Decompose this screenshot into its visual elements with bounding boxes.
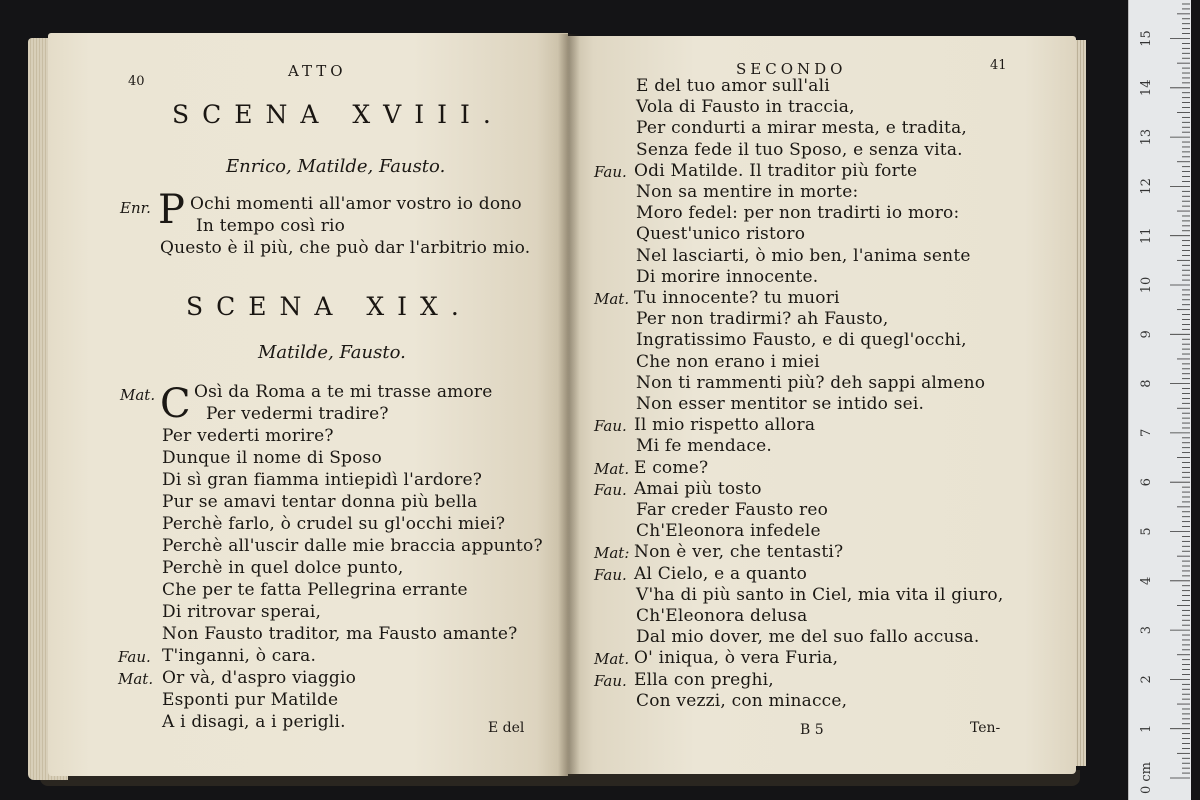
verse-line: Il mio rispetto allora	[634, 415, 816, 436]
verse-line: T'inganni, ò cara.	[162, 646, 317, 666]
speaker-label: Enr.	[120, 199, 151, 217]
speaker-label: Fau.	[594, 565, 627, 584]
verse-line: Di morire innocente.	[636, 266, 819, 287]
verse-line: Perchè farlo, ò crudel su gl'occhi miei?	[162, 514, 506, 534]
verse-line: Che non erano i miei	[636, 351, 820, 372]
verse-line: Or và, d'aspro viaggio	[162, 668, 357, 688]
ruler-label: 5	[1139, 527, 1154, 536]
left-running-head: ATTO	[288, 62, 347, 80]
ruler-label: 12	[1139, 178, 1154, 195]
verse-line: V'ha di più santo in Ciel, mia vita il giuro,	[636, 584, 1004, 605]
scene-xix-characters: Matilde, Fausto.	[258, 342, 406, 363]
right-running-head: SECONDO	[736, 60, 847, 78]
verse-line: Per vedermi tradire?	[206, 404, 389, 424]
verse-line: Quest'unico ristoro	[636, 224, 806, 245]
verse-line: Con vezzi, con minacce,	[636, 690, 848, 711]
verse-line: Far creder Fausto reo	[636, 500, 829, 520]
speaker-label: Mat.	[594, 459, 630, 478]
verse-line: Ingratissimo Fausto, e di quegl'occhi,	[636, 330, 967, 351]
drop-cap-p: P	[158, 187, 185, 233]
verse-line: Ch'Eleonora infedele	[636, 521, 821, 542]
verse-line: Amai più tosto	[634, 478, 762, 499]
verse-line: Non ti rammenti più? deh sappi almeno	[636, 372, 986, 393]
left-page-number: 40	[128, 74, 145, 89]
speaker-label: Mat:	[594, 544, 630, 563]
verse-line: Non è ver, che tentasti?	[634, 542, 844, 563]
verse-line: Ochi momenti all'amor vostro io dono	[190, 194, 522, 214]
scene-xix-title: SCENA XIX.	[186, 292, 472, 321]
verse-line: Al Cielo, e a quanto	[634, 563, 808, 584]
verse-line: Per condurti a mirar mesta, e tradita,	[636, 118, 968, 139]
speaker-label: Mat.	[118, 670, 154, 688]
verse-line: Non Fausto traditor, ma Fausto amante?	[162, 624, 518, 644]
verse-line: Osì da Roma a te mi trasse amore	[194, 382, 493, 402]
speaker-label: Mat.	[594, 650, 630, 669]
ruler-label: 0 cm	[1139, 761, 1154, 795]
verse-line: Dunque il nome di Sposo	[162, 448, 382, 468]
verse-line: Vola di Fausto in traccia,	[636, 97, 855, 118]
speaker-label: Fau.	[594, 671, 627, 690]
speaker-label: Fau.	[594, 480, 627, 499]
left-catchword: E del	[488, 720, 525, 736]
ruler-scale	[1128, 0, 1190, 800]
ruler-label: 4	[1139, 576, 1154, 585]
ruler-label: 10	[1139, 276, 1154, 294]
verse-line: Tu innocente? tu muori	[634, 288, 840, 308]
verse-line: Non sa mentire in morte:	[636, 182, 859, 202]
verse-line: Senza fede il tuo Sposo, e senza vita.	[636, 139, 963, 160]
verse-line: Pur se amavi tentar donna più bella	[162, 492, 478, 512]
verse-line: Non esser mentitor se intido sei.	[636, 394, 925, 414]
verse-line: Esponti pur Matilde	[162, 690, 339, 710]
ruler-label: 9	[1139, 330, 1154, 339]
verse-line: Ella con preghi,	[634, 669, 774, 690]
verse-line: Nel lasciarti, ò mio ben, l'anima sente	[636, 245, 971, 266]
drop-cap-c: C	[160, 381, 191, 427]
verse-line: Odi Matilde. Il traditor più forte	[634, 160, 918, 181]
verse-line: Questo è il più, che può dar l'arbitrio mio.	[160, 238, 531, 258]
signature-mark: B 5	[800, 722, 824, 738]
speaker-label: Fau.	[594, 417, 627, 436]
book-gutter	[558, 34, 580, 776]
right-catchword: Ten-	[970, 720, 1001, 736]
verse-line: Dal mio dover, me del suo fallo accusa.	[636, 627, 980, 648]
ruler-label: 13	[1139, 128, 1154, 146]
verse-line: Ch'Eleonora delusa	[636, 606, 808, 626]
verse-line: Che per te fatta Pellegrina errante	[162, 580, 468, 600]
ruler-label: 2	[1139, 675, 1154, 684]
ruler-label: 11	[1139, 227, 1154, 244]
speaker-label: Fau.	[594, 162, 627, 181]
scene-xviii-title: SCENA XVIII.	[172, 100, 504, 129]
speaker-label: Mat.	[594, 290, 630, 308]
verse-line: O' iniqua, ò vera Furia,	[634, 648, 839, 669]
right-page-number: 41	[990, 58, 1007, 73]
speaker-label: Mat.	[120, 386, 156, 404]
ruler-label: 7	[1139, 428, 1154, 438]
ruler-label: 15	[1139, 30, 1154, 47]
ruler-label: 3	[1139, 625, 1154, 635]
speaker-label: Fau.	[118, 648, 151, 666]
ruler-label: 1	[1139, 724, 1154, 733]
verse-line: E come?	[634, 457, 709, 478]
ruler-label: 6	[1139, 478, 1154, 487]
ruler-label: 8	[1139, 379, 1154, 388]
verse-line: Moro fedel: per non tradirti io moro:	[636, 203, 960, 224]
verse-line: Per non tradirmi? ah Fausto,	[636, 309, 889, 330]
scene-xviii-characters: Enrico, Matilde, Fausto.	[226, 156, 446, 177]
verse-line: Perchè in quel dolce punto,	[162, 558, 404, 578]
verse-line: Per vederti morire?	[162, 426, 334, 446]
verse-line: A i disagi, a i perigli.	[162, 712, 346, 732]
verse-line: E del tuo amor sull'ali	[636, 76, 830, 96]
verse-line: Perchè all'uscir dalle mie braccia appunto?	[162, 536, 543, 556]
verse-line: Di sì gran fiamma intiepidì l'ardore?	[162, 470, 483, 490]
verse-line: In tempo così rio	[196, 216, 346, 236]
verse-line: Mi fe mendace.	[636, 436, 772, 457]
verse-line: Di ritrovar sperai,	[162, 602, 322, 622]
ruler-label: 14	[1139, 79, 1154, 97]
